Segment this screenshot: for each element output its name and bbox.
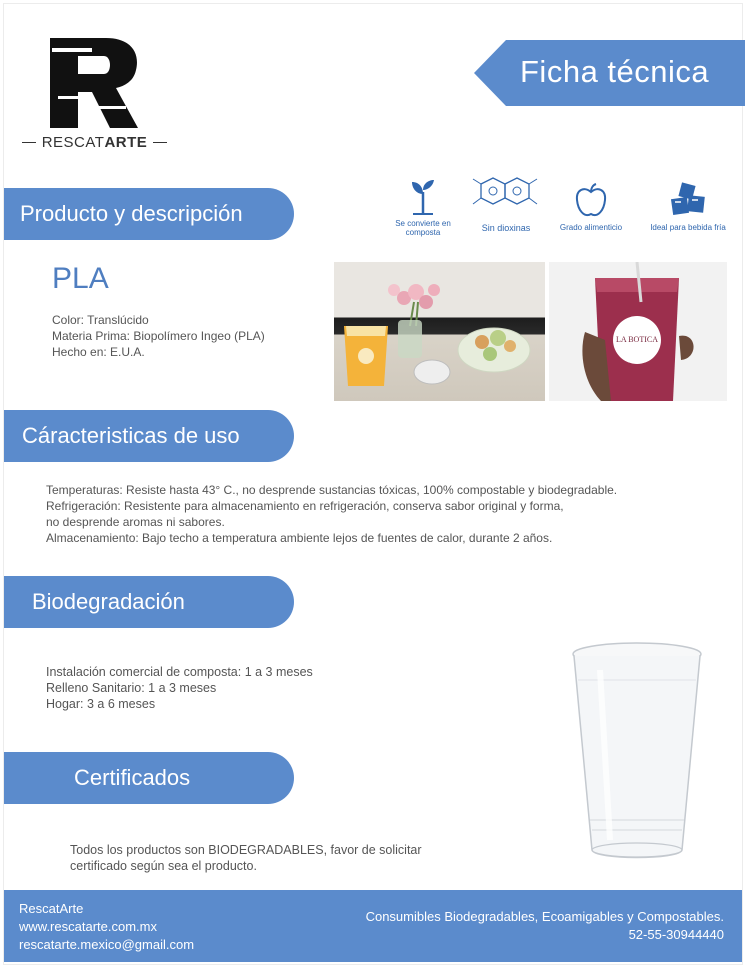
footer-bar: [4, 890, 742, 962]
biodegradation-text: [46, 664, 313, 712]
feature-label: Grado alimenticio: [559, 223, 623, 232]
cert-line: certificado según sea el producto.: [70, 859, 257, 873]
section-title: Certificados: [74, 765, 191, 790]
feature-cold-drink: [640, 182, 736, 232]
apple-icon: [574, 182, 608, 220]
brand-logo: [22, 36, 172, 156]
clear-cup-image: [570, 640, 704, 864]
product-photo-table: [334, 262, 545, 401]
footer-info: [366, 908, 724, 944]
bio-line: Hogar: 3 a 6 meses: [46, 697, 156, 711]
section-title: Cáracteristicas de uso: [22, 423, 240, 448]
cup-label: LA BOTICA: [616, 335, 658, 344]
product-name: PLA: [52, 262, 109, 295]
usage-line: Refrigeración: Resistente para almacenamiento en refrigeración, conserva sabor original y forma,: [46, 499, 564, 513]
feature-label: composta: [405, 228, 441, 237]
footer-website-link[interactable]: www.rescatarte.com.mx: [19, 919, 157, 934]
section-header-producto: [4, 188, 294, 240]
title-banner: [474, 40, 745, 106]
spec-origin: Hecho en: E.U.A.: [52, 345, 145, 359]
bio-line: Relleno Sanitario: 1 a 3 meses: [46, 681, 217, 695]
product-specs: [52, 312, 265, 360]
spec-materia: Materia Prima: Biopolímero Ingeo (PLA): [52, 329, 265, 343]
usage-text: [46, 482, 617, 546]
molecule-icon: [467, 176, 545, 220]
section-header-caracteristicas: [4, 410, 294, 462]
photo-illustration: [334, 262, 545, 401]
feature-label: Ideal para bebida fría: [650, 223, 726, 232]
r-logo-mark: [48, 36, 140, 130]
section-header-certificados: [4, 752, 294, 804]
brand-name-regular: RESCAT: [41, 134, 105, 151]
footer-tagline: Consumibles Biodegradables, Ecoamigables y Compostables.: [365, 909, 724, 924]
footer-phone: 52-55-30944440: [628, 927, 724, 942]
brand-wordmark: [22, 134, 167, 151]
feature-dioxin-free: [466, 176, 546, 233]
footer-contact: [19, 900, 194, 954]
usage-line: Almacenamiento: Bajo techo a temperatura ambiente lejos de fuentes de calor, durante 2 años.: [46, 531, 553, 545]
page-title: Ficha técnica: [520, 54, 710, 89]
certificate-text: [70, 842, 422, 874]
spec-color: Color: Translúcido: [52, 313, 149, 327]
section-header-biodegradacion: [4, 576, 294, 628]
feature-label: Sin dioxinas: [481, 223, 531, 233]
usage-line: no desprende aromas ni sabores.: [46, 515, 225, 529]
feature-label: Se convierte en: [395, 219, 451, 228]
footer-company: RescatArte: [19, 901, 84, 916]
cert-line: Todos los productos son BIODEGRADABLES, favor de solicitar: [70, 843, 422, 857]
section-title: Producto y descripción: [20, 201, 243, 226]
usage-line: Temperaturas: Resiste hasta 43° C., no desprende sustancias tóxicas, 100% compostable y biodegradable.: [46, 483, 618, 497]
ice-cubes-icon: [666, 182, 710, 220]
product-photo-cup: [549, 262, 727, 401]
footer-email-link[interactable]: rescatarte.mexico@gmail.com: [19, 937, 195, 952]
bio-line: Instalación comercial de composta: 1 a 3 meses: [46, 665, 313, 679]
brand-name-bold: ARTE: [104, 134, 148, 151]
feature-compost: [388, 176, 458, 237]
seedling-icon: [408, 176, 438, 216]
document-page: [4, 4, 742, 964]
section-title: Biodegradación: [32, 589, 185, 614]
feature-food-grade: [552, 182, 630, 232]
